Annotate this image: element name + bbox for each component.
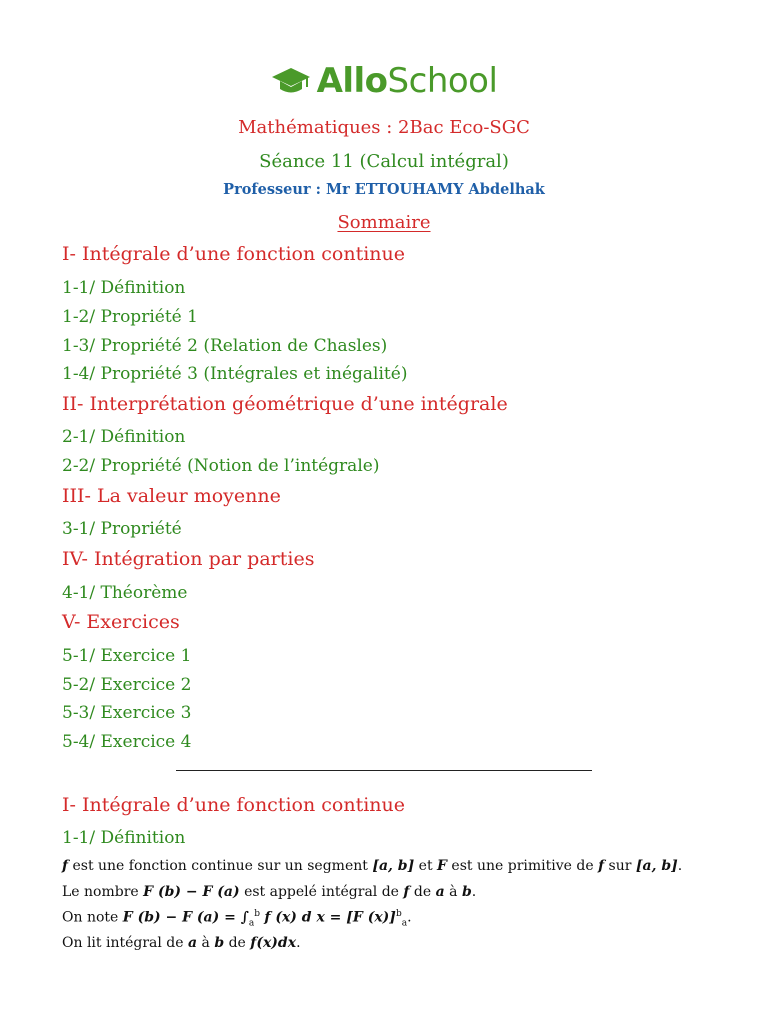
- summary-heading: [0, 212, 768, 233]
- summary-item-5-1[interactable]: 5-1/ Exercice 1: [62, 646, 192, 666]
- text: est appelé intégral de: [239, 884, 404, 900]
- summary-item-5-4[interactable]: 5-4/ Exercice 4: [62, 732, 192, 752]
- summary-item-2-1[interactable]: 2-1/ Définition: [62, 427, 186, 447]
- summary-item-3-1[interactable]: 3-1/ Propriété: [62, 519, 182, 539]
- summary-section-1[interactable]: I- Intégrale d’une fonction continue: [62, 243, 406, 265]
- text: .: [471, 884, 477, 900]
- graduation-cap-icon: [271, 66, 311, 96]
- logo-text-light: School: [387, 61, 498, 101]
- text: On note: [62, 909, 123, 926]
- summary-section-5[interactable]: V- Exercices: [62, 611, 180, 633]
- bracket-upper-bound: b: [395, 909, 402, 919]
- math-integral: F (b) − F (a) = ∫: [122, 909, 249, 926]
- session-title: Séance 11 (Calcul intégral): [259, 151, 509, 172]
- text: de: [224, 935, 251, 951]
- math-b: b: [214, 935, 225, 951]
- math-f: f: [403, 884, 410, 900]
- summary-item-4-1[interactable]: 4-1/ Théorème: [62, 583, 188, 603]
- summary-section-2[interactable]: II- Interprétation géométrique d’une intégrale: [62, 393, 508, 415]
- summary-item-1-2[interactable]: 1-2/ Propriété 1: [62, 307, 198, 327]
- logo-text: [316, 61, 498, 101]
- text: On lit intégral de: [62, 935, 189, 951]
- summary-item-5-3[interactable]: 5-3/ Exercice 3: [62, 703, 192, 723]
- math-fxdx: f(x)dx: [250, 935, 297, 951]
- text: Le nombre: [62, 884, 144, 900]
- math-f: f: [62, 858, 69, 874]
- text: et: [414, 858, 438, 874]
- text: sur: [604, 858, 636, 874]
- math-a: a: [188, 935, 198, 951]
- integral-lower-bound: a: [248, 918, 255, 929]
- math-b: b: [461, 884, 472, 900]
- math-interval: [a, b]: [372, 858, 415, 874]
- logo-text-bold: Allo: [316, 61, 388, 101]
- summary-item-2-2[interactable]: 2-2/ Propriété (Notion de l’intégrale): [62, 456, 380, 476]
- text: à: [197, 935, 215, 951]
- summary-item-5-2[interactable]: 5-2/ Exercice 2: [62, 675, 192, 695]
- definition-line-4: [62, 935, 301, 951]
- section-divider: [176, 770, 592, 771]
- math-f: f: [598, 858, 605, 874]
- text: .: [296, 935, 301, 951]
- summary-item-1-3[interactable]: 1-3/ Propriété 2 (Relation de Chasles): [62, 336, 388, 356]
- definition-line-2: [62, 884, 476, 900]
- text: de: [409, 884, 436, 900]
- definition-line-3: [62, 909, 412, 928]
- text: est une primitive de: [446, 858, 599, 874]
- summary-item-1-1[interactable]: 1-1/ Définition: [62, 278, 186, 298]
- summary-section-4[interactable]: IV- Intégration par parties: [62, 548, 315, 570]
- content-section-title: I- Intégrale d’une fonction continue: [62, 794, 406, 816]
- math-interval: [a, b]: [635, 858, 678, 874]
- text: est une fonction continue sur un segment: [68, 858, 373, 874]
- math-difference: F (b) − F (a): [143, 884, 240, 900]
- math-F: F: [437, 858, 447, 874]
- definition-line-1: [62, 858, 682, 874]
- summary-item-1-4[interactable]: 1-4/ Propriété 3 (Intégrales et inégalité): [62, 364, 408, 384]
- course-subtitle: Mathématiques : 2Bac Eco-SGC: [238, 117, 530, 138]
- summary-heading-text: Sommaire: [337, 212, 431, 233]
- math-integrand: f (x) d x = [F (x)]: [264, 909, 396, 926]
- math-a: a: [435, 884, 445, 900]
- text: .: [407, 909, 412, 926]
- alloschool-logo[interactable]: [0, 61, 768, 101]
- professor-name: Professeur : Mr ETTOUHAMY Abdelhak: [223, 181, 545, 198]
- content-subsection-title: 1-1/ Définition: [62, 828, 186, 848]
- text: à: [444, 884, 462, 900]
- summary-section-3[interactable]: III- La valeur moyenne: [62, 485, 281, 507]
- bracket-lower-bound: a: [401, 918, 408, 929]
- integral-upper-bound: b: [254, 909, 260, 919]
- text: .: [677, 858, 683, 874]
